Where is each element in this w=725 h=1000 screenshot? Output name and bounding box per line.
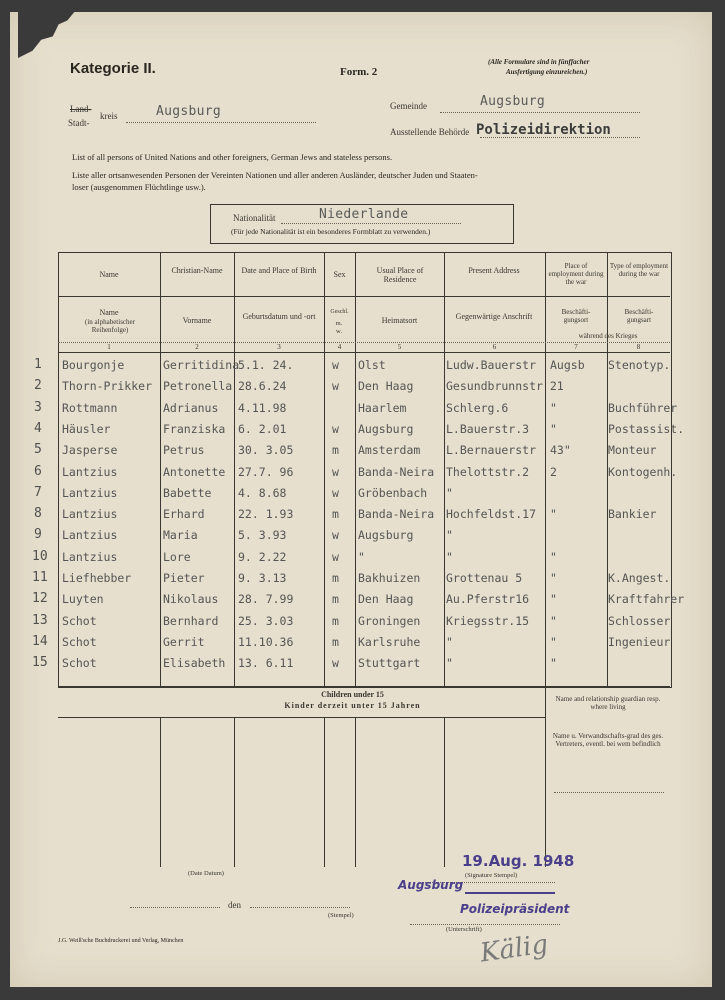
cell-vorname: Franziska (163, 421, 226, 436)
city-stamp: Augsburg (398, 878, 464, 892)
row-number: 8 (34, 506, 42, 522)
gemeinde-field (440, 94, 640, 113)
guardian-en: Name and relationship guardian resp. where living (555, 695, 661, 711)
cell-ort: " (550, 507, 557, 522)
cell-geburt: 22. 1.93 (238, 507, 294, 522)
col-num-3: 3 (277, 343, 281, 351)
cell-heimat: " (358, 549, 365, 564)
cell-anschrift: Schlerg.6 (446, 400, 509, 415)
col-residence-en: Usual Place of Residence (376, 266, 424, 284)
cell-ort: " (550, 421, 557, 436)
cell-anschrift: Grottenau 5 (446, 571, 523, 585)
cell-heimat: Den Haag (358, 592, 414, 607)
cell-art: Monteur (608, 443, 657, 458)
col-christian-en: Christian-Name (171, 266, 223, 275)
signature-label: (Signature Stempel) (465, 872, 518, 879)
cell-vorname: Gerrit (163, 634, 205, 649)
col-name-en: Name (99, 270, 119, 279)
col-beschaeft-art-de: Beschäfti-gungsart (624, 308, 654, 324)
cell-anschrift: Au.Pferstr16 (446, 592, 530, 607)
cell-geburt: 5. 3.93 (238, 528, 287, 543)
cell-heimat: Banda-Neira (358, 464, 435, 479)
children-title-en: Children under 15 (321, 690, 384, 699)
cell-name: Lantzius (62, 528, 118, 543)
cell-heimat: Augsburg (358, 528, 414, 543)
cell-vorname: Lore (163, 549, 191, 564)
nationality-value: Niederlande (319, 207, 409, 222)
cell-geburt: 11.10.36 (238, 634, 294, 649)
cell-art: K.Angest. (608, 571, 671, 585)
row-number: 14 (32, 633, 48, 649)
cell-heimat: Den Haag (358, 379, 414, 394)
row-number: 6 (34, 463, 42, 479)
cell-art: Schlosser (608, 613, 671, 628)
col-num-1: 1 (107, 343, 111, 351)
cell-vorname: Nikolaus (163, 592, 219, 607)
row-number: 9 (34, 527, 42, 543)
row-number: 13 (32, 612, 48, 628)
date-stamp: 19.Aug. 1948 (462, 852, 575, 870)
copies-note-2: Ausfertigung einzureichen.) (506, 68, 588, 76)
nationality-label: Nationalität (233, 213, 276, 223)
col-employment-place-en: Place of employment during the war (548, 262, 604, 286)
cell-geburt: 9. 2.22 (238, 549, 287, 564)
cell-sex: w (332, 656, 339, 671)
row-number: 1 (34, 357, 42, 372)
cell-name: Schot (62, 656, 97, 671)
cell-heimat: Karlsruhe (358, 634, 421, 649)
col-num-7: 7 (574, 343, 578, 351)
cell-geburt: 13. 6.11 (238, 656, 294, 671)
cell-sex: m (332, 613, 339, 628)
cell-anschrift: " (446, 528, 453, 543)
nationality-box (210, 204, 514, 244)
cell-heimat: Banda-Neira (358, 507, 435, 522)
cell-anschrift: " (446, 634, 453, 649)
col-name-de: Name (99, 308, 119, 317)
intro-german-2: loser (ausgenommen Flüchtlinge usw.). (72, 182, 206, 192)
cell-art: Kontogenh. (608, 464, 678, 479)
cell-name: Schot (62, 613, 97, 628)
kreis-field (126, 104, 316, 123)
cell-art: Bankier (608, 507, 657, 522)
cell-geburt: 30. 3.05 (238, 443, 294, 458)
guardian-de: Name u. Verwandtschafts-grad des ges. Vertreters, eventl. bei wem befindlich (552, 732, 664, 748)
col-sex-de: Geschl. (330, 309, 349, 315)
form-number: Form. 2 (340, 66, 378, 78)
cell-anschrift: " (446, 485, 453, 500)
cell-name: Rottmann (62, 400, 118, 415)
cell-geburt: 25. 3.03 (238, 613, 294, 628)
cell-art: Postassist. (608, 421, 685, 436)
cell-geburt: 6. 2.01 (238, 421, 287, 436)
cell-sex: m (332, 507, 339, 522)
office-stamp: Polizeipräsident (460, 902, 570, 916)
cell-geburt: 27.7. 96 (238, 464, 294, 479)
col-employment-type-en: Type of employment during the war (609, 262, 669, 278)
cell-name: Lantzius (62, 485, 118, 500)
cell-heimat: Amsterdam (358, 443, 421, 458)
cell-ort: " (550, 549, 557, 564)
row-number: 11 (32, 570, 48, 585)
nationality-note: (Für jede Nationalität ist ein besonderes Formblatt zu verwenden.) (231, 227, 431, 236)
cell-name: Schot (62, 634, 97, 649)
cell-ort: 43" (550, 443, 571, 458)
kreis-value: Augsburg (156, 104, 222, 119)
col-num-5: 5 (397, 343, 402, 351)
cell-heimat: Olst (358, 358, 386, 372)
cell-ort: " (550, 400, 557, 415)
cell-vorname: Petrus (163, 443, 205, 458)
col-num-2: 2 (195, 343, 199, 351)
gemeinde-value: Augsburg (480, 94, 546, 109)
den-label: den (228, 900, 241, 910)
cell-name: Liefhebber (62, 571, 132, 585)
cell-heimat: Stuttgart (358, 656, 421, 671)
cell-geburt: 5.1. 24. (238, 358, 294, 372)
printer-imprint: J.G. Weiß'sche Buchdruckerei und Verlag, München (58, 938, 184, 944)
cell-name: Häusler (62, 421, 111, 436)
cell-name: Lantzius (62, 507, 118, 522)
cell-ort: " (550, 656, 557, 671)
col-birth-en: Date and Place of Birth (241, 266, 317, 275)
cell-heimat: Groningen (358, 613, 421, 628)
cell-anschrift: Thelottstr.2 (446, 464, 530, 479)
cell-sex: w (332, 358, 339, 372)
kreis-label: kreis (100, 111, 118, 121)
cell-sex: w (332, 549, 339, 564)
intro-english: List of all persons of United Nations and other foreigners, German Jews and stateless persons. (72, 152, 393, 162)
cell-anschrift: Kriegsstr.15 (446, 613, 530, 628)
row-number: 5 (34, 442, 42, 458)
cell-geburt: 28.6.24 (238, 379, 287, 394)
intro-german-1: Liste aller ortsanwesenden Personen der Vereinten Nationen und aller anderen Ausländer, deutscher Juden und Staaten- (72, 170, 478, 180)
cell-sex: w (332, 421, 339, 436)
col-name-de-note: (in alphabetischer Reihenfolge) (85, 318, 135, 334)
cell-name: Lantzius (62, 549, 118, 564)
handwritten-signature: Kälig (478, 929, 550, 969)
cell-anschrift: L.Bernauerstr (446, 443, 537, 458)
cell-name: Lantzius (62, 464, 118, 479)
behoerde-value: Polizeidirektion (476, 122, 611, 138)
cell-heimat: Haarlem (358, 400, 407, 415)
gemeinde-label: Gemeinde (390, 101, 427, 111)
cell-geburt: 4. 8.68 (238, 485, 287, 500)
cell-ort: " (550, 571, 557, 585)
row-number: 4 (34, 420, 42, 436)
cell-name: Jasperse (62, 443, 118, 458)
col-anschrift-de: Gegenwärtige Anschrift (455, 312, 533, 321)
cell-vorname: Bernhard (163, 613, 219, 628)
cell-ort: " (550, 592, 557, 607)
col-heimat-de: Heimatsort (381, 316, 418, 325)
cell-sex: m (332, 592, 339, 607)
cell-vorname: Gerritidina (163, 358, 240, 372)
col-num-8: 8 (636, 343, 641, 351)
copies-note-1: (Alle Formulare sind in fünffacher (488, 58, 590, 66)
col-num-6: 6 (492, 343, 497, 351)
cell-vorname: Elisabeth (163, 656, 226, 671)
row-number: 3 (34, 399, 42, 415)
col-num-4: 4 (337, 343, 342, 351)
cell-vorname: Babette (163, 485, 212, 500)
row-number: 12 (32, 591, 48, 607)
unterschrift-label: (Unterschrift) (446, 926, 482, 933)
cell-vorname: Antonette (163, 464, 226, 479)
cell-anschrift: Gesundbrunnstr 21 (446, 379, 564, 394)
cell-ort: 2 (550, 464, 557, 479)
cell-geburt: 28. 7.99 (238, 592, 294, 607)
cell-vorname: Maria (163, 528, 198, 543)
cell-anschrift: L.Bauerstr.3 (446, 421, 530, 436)
cell-anschrift: " (446, 549, 453, 564)
cell-name: Thorn-Prikker (62, 379, 153, 394)
cell-heimat: Gröbenbach (358, 485, 428, 500)
row-number: 2 (34, 378, 42, 394)
cell-art: Stenotyp. (608, 358, 671, 372)
row-number: 7 (34, 484, 42, 500)
land-label: Land- (70, 104, 92, 114)
col-sex-de-mw: m. w. (335, 320, 343, 335)
cell-sex: w (332, 379, 339, 394)
category-title: Kategorie II. (70, 60, 156, 77)
cell-vorname: Adrianus (163, 400, 219, 415)
cell-sex: w (332, 528, 339, 543)
col-vorname-de: Vorname (182, 316, 212, 325)
cell-sex: m (332, 571, 339, 585)
cell-ort: " (550, 634, 557, 649)
stempel-label: (Stempel) (328, 912, 354, 919)
cell-vorname: Pieter (163, 571, 205, 585)
stadt-label: Stadt- (68, 118, 90, 128)
row-number: 10 (32, 548, 48, 564)
cell-art: Buchführer (608, 400, 678, 415)
cell-geburt: 4.11.98 (238, 400, 287, 415)
cell-sex: w (332, 485, 339, 500)
col-address-en: Present Address (468, 266, 520, 275)
col-waehrend: während des Krieges (578, 332, 638, 340)
cell-anschrift: Hochfeldst.17 (446, 507, 537, 522)
cell-heimat: Augsburg (358, 421, 414, 436)
children-title-de: Kinder derzeit unter 15 Jahren (284, 701, 421, 710)
cell-heimat: Bakhuizen (358, 571, 421, 585)
cell-sex: w (332, 464, 339, 479)
behoerde-label: Ausstellende Behörde (390, 127, 470, 137)
cell-art: Ingenieur (608, 634, 671, 649)
row-number: 15 (32, 655, 48, 671)
cell-sex: m (332, 634, 339, 649)
col-geburt-de: Geburtsdatum und -ort (242, 312, 316, 321)
cell-vorname: Petronella (163, 379, 233, 394)
cell-name: Bourgonje (62, 358, 125, 372)
cell-anschrift: " (446, 656, 453, 671)
cell-geburt: 9. 3.13 (238, 571, 287, 585)
date-label: (Date Datum) (188, 870, 224, 877)
cell-sex: m (332, 443, 339, 458)
document-page (10, 12, 712, 987)
cell-ort: Augsb (550, 358, 585, 372)
cell-vorname: Erhard (163, 507, 205, 522)
behoerde-field (476, 122, 640, 138)
cell-anschrift: Ludw.Bauerstr (446, 358, 537, 372)
col-beschaeft-ort-de: Beschäfti-gungsort (561, 308, 591, 324)
cell-name: Luyten (62, 592, 104, 607)
cell-ort: " (550, 613, 557, 628)
col-sex-en: Sex (333, 270, 346, 279)
cell-art: Kraftfahrer (608, 592, 685, 607)
